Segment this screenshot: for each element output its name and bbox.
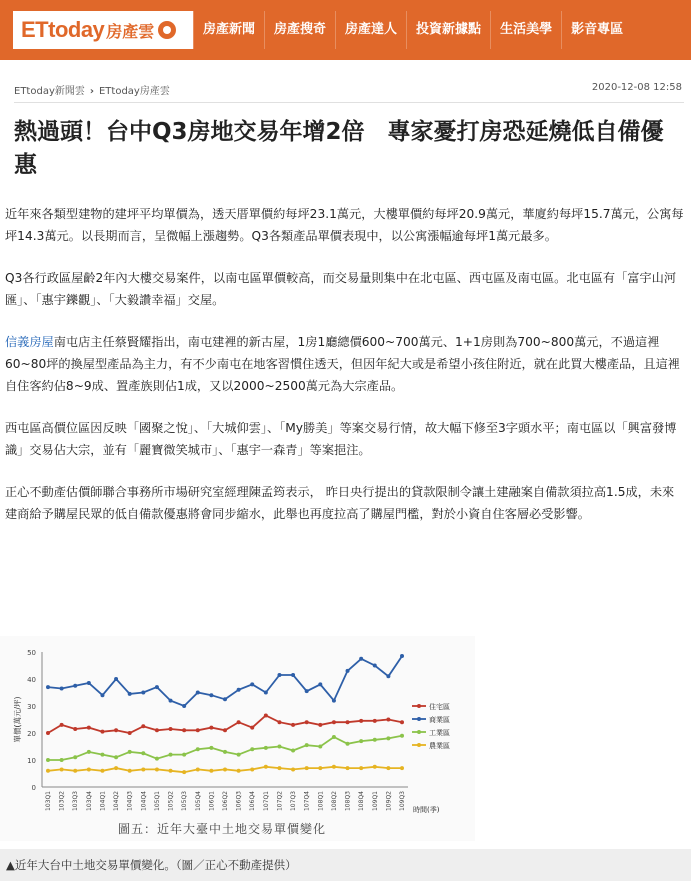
data-point <box>250 767 254 771</box>
data-point <box>291 749 295 753</box>
data-point <box>386 718 390 722</box>
data-point <box>373 664 377 668</box>
data-point <box>46 731 50 735</box>
data-point <box>60 723 64 727</box>
series-line-2 <box>48 736 402 760</box>
x-tick-label: 109Q1 <box>371 791 379 811</box>
data-point <box>237 720 241 724</box>
article-title: 熱過頭！台中Q3房地交易年增2倍 專家憂打房恐延燒低自備優惠 <box>14 119 664 178</box>
data-point <box>155 757 159 761</box>
data-point <box>114 755 118 759</box>
data-point <box>46 685 50 689</box>
x-tick-label: 107Q2 <box>276 791 284 811</box>
data-point <box>332 735 336 739</box>
data-point <box>100 730 104 734</box>
photo-caption: ▲近年大台中土地交易單價變化。（圖／正心不動產提供） <box>0 849 691 881</box>
data-point <box>87 767 91 771</box>
data-point <box>277 745 281 749</box>
data-point <box>264 691 268 695</box>
data-point <box>305 720 309 724</box>
data-point <box>196 691 200 695</box>
data-point <box>346 742 350 746</box>
article-figure <box>0 636 475 841</box>
data-point <box>250 682 254 686</box>
data-point <box>386 736 390 740</box>
data-point <box>250 726 254 730</box>
data-point <box>305 689 309 693</box>
legend-label: 商業區 <box>429 716 450 724</box>
data-point <box>169 769 173 773</box>
data-point <box>114 677 118 681</box>
data-point <box>60 767 64 771</box>
data-point <box>318 745 322 749</box>
data-point <box>346 669 350 673</box>
nav-item-investment[interactable]: 投資新據點 <box>406 11 490 49</box>
data-point <box>359 719 363 723</box>
x-tick-label: 105Q3 <box>181 791 189 811</box>
data-point <box>400 720 404 724</box>
data-point <box>141 751 145 755</box>
data-point <box>264 746 268 750</box>
main-nav <box>193 11 632 49</box>
data-point <box>169 699 173 703</box>
data-point <box>73 727 77 731</box>
logo-mark-icon <box>158 21 176 39</box>
nav-item-news[interactable]: 房產新聞 <box>193 11 264 49</box>
top-navigation-bar <box>0 0 691 60</box>
x-tick-label: 106Q3 <box>235 791 243 811</box>
data-point <box>373 765 377 769</box>
legend-marker-0 <box>417 704 421 708</box>
data-point <box>359 766 363 770</box>
divider <box>14 102 684 103</box>
article-body <box>5 203 685 545</box>
data-point <box>359 739 363 743</box>
data-point <box>400 654 404 658</box>
data-point <box>318 723 322 727</box>
x-tick-label: 103Q3 <box>72 791 80 811</box>
data-point <box>100 753 104 757</box>
data-point <box>386 766 390 770</box>
logo-text: ETtoday <box>21 17 105 42</box>
data-point <box>373 738 377 742</box>
data-point <box>373 719 377 723</box>
data-point <box>155 728 159 732</box>
data-point <box>155 767 159 771</box>
y-tick-label: 20 <box>27 730 36 738</box>
data-point <box>141 767 145 771</box>
data-point <box>196 747 200 751</box>
x-tick-label: 105Q1 <box>153 791 161 811</box>
data-point <box>60 758 64 762</box>
paragraph-1: 近年來各類型建物的建坪平均單價為，透天厝單價約每坪23.1萬元，大樓單價約每坪20.9萬元，華廈約每坪15.7萬元，公寓每坪14.3萬元。以長期而言，呈微幅上漲趨勢。Q3各類產品單價表現中，以公寓漲幅逾每坪1萬元最多。 <box>5 207 684 243</box>
data-point <box>264 713 268 717</box>
data-point <box>209 726 213 730</box>
legend-marker-3 <box>417 743 421 747</box>
x-tick-label: 103Q2 <box>58 791 66 811</box>
data-point <box>291 723 295 727</box>
logo-subtitle: 房產雲 <box>106 21 155 41</box>
x-tick-label: 107Q4 <box>303 791 311 811</box>
data-point <box>114 766 118 770</box>
data-point <box>128 692 132 696</box>
x-tick-label: 108Q2 <box>330 791 338 811</box>
x-tick-label: 107Q3 <box>290 791 298 811</box>
data-point <box>141 691 145 695</box>
data-point <box>332 765 336 769</box>
publish-date: 2020-12-08 12:58 <box>591 82 682 93</box>
x-tick-label: 104Q4 <box>140 791 148 811</box>
legend-marker-1 <box>417 717 421 721</box>
x-tick-label: 104Q1 <box>99 791 107 811</box>
data-point <box>182 753 186 757</box>
data-point <box>100 693 104 697</box>
data-point <box>209 693 213 697</box>
data-point <box>209 769 213 773</box>
nav-item-experts[interactable]: 房產達人 <box>335 11 406 49</box>
data-point <box>182 728 186 732</box>
x-tick-label: 106Q2 <box>222 791 229 811</box>
data-point <box>182 770 186 774</box>
data-point <box>277 673 281 677</box>
data-point <box>400 734 404 738</box>
x-tick-label: 104Q3 <box>126 791 134 811</box>
nav-item-video[interactable]: 影音專區 <box>561 11 632 49</box>
land-price-chart <box>0 636 475 821</box>
data-point <box>305 743 309 747</box>
data-point <box>155 685 159 689</box>
data-point <box>237 688 241 692</box>
x-tick-label: 107Q1 <box>262 791 270 811</box>
y-axis-label: 單價(萬元/坪) <box>13 696 22 743</box>
data-point <box>386 674 390 678</box>
data-point <box>100 769 104 773</box>
x-tick-label: 103Q1 <box>45 791 52 811</box>
data-point <box>400 766 404 770</box>
legend-label: 農業區 <box>429 742 450 750</box>
data-point <box>87 726 91 730</box>
data-point <box>114 728 118 732</box>
paragraph-3 <box>5 331 685 397</box>
data-point <box>346 766 350 770</box>
y-tick-label: 10 <box>27 757 36 765</box>
data-point <box>359 657 363 661</box>
data-point <box>46 769 50 773</box>
data-point <box>196 728 200 732</box>
data-point <box>73 769 77 773</box>
data-point <box>223 750 227 754</box>
data-point <box>87 750 91 754</box>
data-point <box>223 767 227 771</box>
x-tick-label: 106Q4 <box>249 791 257 811</box>
legend-label: 住宅區 <box>429 703 450 711</box>
data-point <box>196 767 200 771</box>
nav-item-lifestyle[interactable]: 生活美學 <box>490 11 561 49</box>
figure-caption: 圖五：近年大臺中土地交易單價變化 <box>118 822 327 836</box>
data-point <box>332 699 336 703</box>
data-point <box>318 766 322 770</box>
y-tick-label: 30 <box>27 703 36 711</box>
data-point <box>128 750 132 754</box>
sinyi-link[interactable]: 信義房屋 <box>5 335 54 349</box>
data-point <box>223 728 227 732</box>
data-point <box>250 747 254 751</box>
data-point <box>318 682 322 686</box>
y-tick-label: 40 <box>27 676 36 684</box>
data-point <box>46 758 50 762</box>
x-axis-label: 時間(季) <box>413 806 440 814</box>
data-point <box>305 766 309 770</box>
nav-item-curiosities[interactable]: 房產搜奇 <box>264 11 335 49</box>
paragraph-5: 正心不動產估價師聯合事務所市場研究室經理陳孟筠表示， 昨日央行提出的貸款限制令讓土建融案自備款須拉高1.5成，未來建商給予購屋民眾的低自備款優惠將會同步縮水，此舉也再度拉高了購屋門檻，對於小資自住客層必受影響。 <box>5 485 675 521</box>
data-point <box>60 686 64 690</box>
legend-label: 工業區 <box>429 729 450 737</box>
data-point <box>277 766 281 770</box>
data-point <box>291 673 295 677</box>
data-point <box>332 720 336 724</box>
data-point <box>128 769 132 773</box>
breadcrumb-item-house-cloud[interactable]: ETtoday房產雲 <box>98 86 170 97</box>
x-tick-label: 103Q4 <box>85 791 93 811</box>
paragraph-4: 西屯區高價位區因反映「國聚之悅」、「大城仰雲」、「My勝美」等案交易行情，故大幅下修至3字頭水平；南屯區以「興富發博識」交易佔大宗，並有「麗寶微笑城市」、「惠宇一森青」等案挹注。 <box>5 421 677 457</box>
x-tick-label: 108Q3 <box>344 791 352 811</box>
data-point <box>209 746 213 750</box>
data-point <box>87 681 91 685</box>
site-logo[interactable] <box>13 11 193 49</box>
x-tick-label: 106Q1 <box>208 791 216 811</box>
data-point <box>73 755 77 759</box>
x-tick-label: 104Q2 <box>113 791 121 811</box>
data-point <box>223 697 227 701</box>
data-point <box>264 765 268 769</box>
data-point <box>128 731 132 735</box>
breadcrumb-item-news-cloud[interactable]: ETtoday新聞雲 <box>14 86 85 97</box>
data-point <box>73 684 77 688</box>
breadcrumb <box>14 82 170 97</box>
x-tick-label: 108Q1 <box>317 791 325 811</box>
data-point <box>169 727 173 731</box>
data-point <box>169 753 173 757</box>
x-tick-label: 105Q4 <box>194 791 202 811</box>
x-tick-label: 109Q2 <box>385 791 393 811</box>
legend-marker-2 <box>417 730 421 734</box>
x-tick-label: 108Q4 <box>358 791 366 811</box>
data-point <box>182 704 186 708</box>
paragraph-2: Q3各行政區屋齡2年內大樓交易案件，以南屯區單價較高，而交易量則集中在北屯區、西屯區及南屯區。北屯區有「富宇山河匯」、「惠宇鑠觀」、「大毅讚幸福」交屋。 <box>5 271 677 307</box>
data-point <box>141 724 145 728</box>
data-point <box>237 753 241 757</box>
data-point <box>237 769 241 773</box>
x-tick-label: 105Q2 <box>167 791 175 811</box>
paragraph-3-text: 南屯店主任蔡賢耀指出，南屯建裡的新古屋，1房1廳總價600~700萬元、1+1房則為700~800萬元，不過這裡60~80坪的換屋型產品為主力，有不少南屯在地客習慣住透天，但因年紀大或是希望小孩住附近，就在此買大樓產品，且這裡自住客約佔8~9成、置產族則佔1成，又以2000~2500萬元為大宗產品。 <box>5 335 680 393</box>
y-tick-label: 0 <box>31 784 36 792</box>
data-point <box>277 720 281 724</box>
y-tick-label: 50 <box>27 649 36 657</box>
data-point <box>346 720 350 724</box>
data-point <box>291 767 295 771</box>
breadcrumb-separator: › <box>89 86 94 97</box>
x-tick-label: 109Q3 <box>399 791 406 811</box>
